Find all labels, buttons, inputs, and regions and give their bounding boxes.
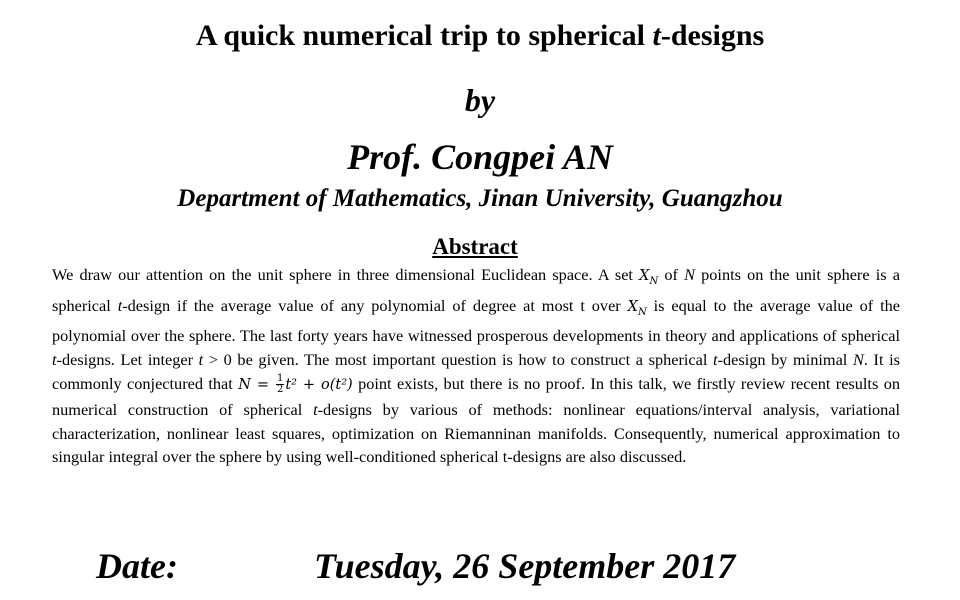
xn-symbol-2: $X_N$ <box>627 298 647 318</box>
talk-title <box>0 16 960 56</box>
date-label: Date: <box>96 546 178 586</box>
speaker-name: Prof. Congpei AN <box>347 137 613 177</box>
by-line: by <box>464 82 496 118</box>
title-suffix: -designs <box>660 19 765 52</box>
fraction-half: $\frac{1}{2}$ <box>276 373 284 396</box>
xn-symbol: $X_N$ <box>639 268 659 287</box>
conjecture-formula: N = $\frac{1}{2}$ t² + o(t²) <box>238 373 353 396</box>
affiliation: Department of Mathematics, Jinan University, Guangzhou <box>177 185 783 212</box>
date-value: Tuesday, 26 September 2017 <box>314 546 736 586</box>
title-text: A quick numerical trip to spherical <box>195 19 653 52</box>
title-t: t <box>652 19 661 52</box>
abstract-heading: Abstract <box>432 234 518 259</box>
abstract-body: We draw our attention on the unit sphere in three dimensional Euclidean space. A set $X_N$ of N points on the unit sphere is a spherical t-design if the average value of any polynomial of degree at most t over $X_N$ is equal to the average value of the polynomial over the sphere. The last forty years have witnessed prosperous developments in theory and applications of spherical t-designs. Let integer t > 0 be given. The most important question is how to construct a spherical t-design by minimal N. It is commonly conjectured that N = $\frac{1}{2}$ t² + o(t²) point exists, but there is no proof. In this talk, we firstly review recent results on numerical construction of spherical t-designs by various of methods: nonlinear equations/interval analysis, variational characterization, nonlinear least squares, optimization on Riemanninan manifolds. Consequently, numerical approximation to singular integral over the sphere by using well-conditioned spherical t-designs are also discussed. <box>52 265 900 467</box>
